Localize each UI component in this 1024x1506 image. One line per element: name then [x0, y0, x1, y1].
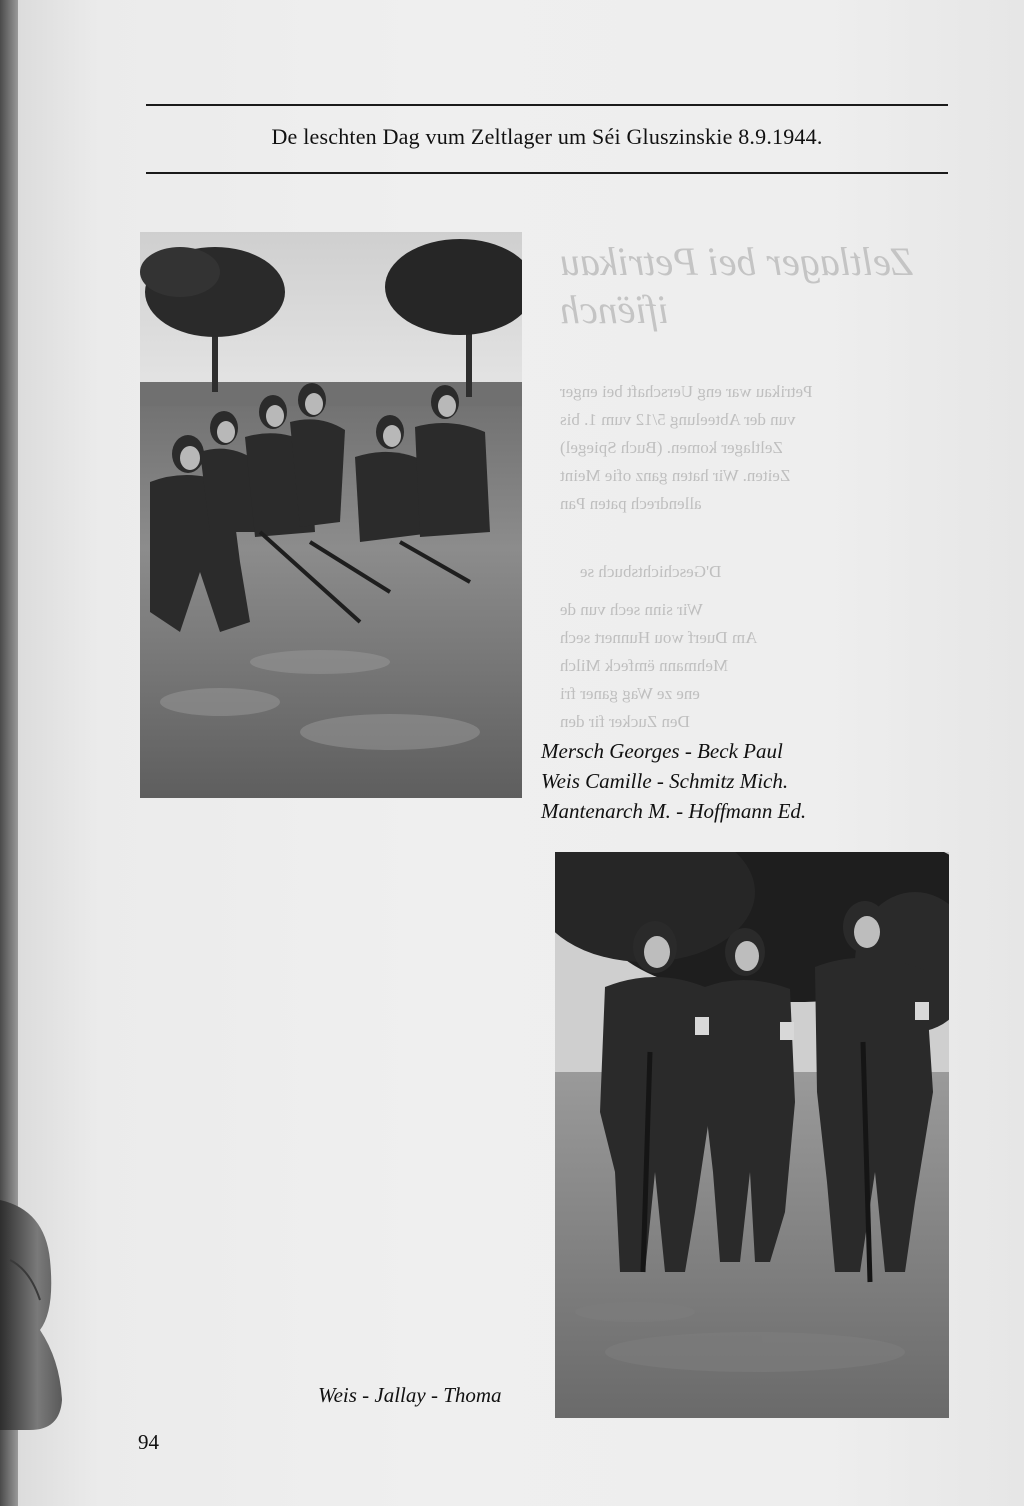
- bleed-through-title: Zeltlager bei Petrikau: [560, 239, 914, 284]
- bleed-through-text: Mehmann ëmfeck Milch: [560, 656, 729, 675]
- bleed-through-subtitle: ifiënch: [560, 287, 669, 332]
- bleed-through-text: Zeltlager komen. (Buch Spiegel): [560, 438, 783, 457]
- group-photo-seated: [140, 232, 522, 798]
- heading-bottom-rule: [146, 172, 948, 174]
- bleed-through-text: Am Duerf wou Hunnert sech: [560, 628, 758, 647]
- bleed-through-text: vun der Abteelung 5/12 vum 1. bis: [560, 410, 796, 429]
- caption-line: Mantenarch M. - Hoffmann Ed.: [541, 799, 807, 823]
- page-heading: De leschten Dag vum Zeltlager um Séi Gluszinskie 8.9.1944.: [271, 124, 823, 149]
- bleed-through-text: ene ze Wag ganer fri: [560, 684, 700, 703]
- photo2-caption: Weis - Jallay - Thoma: [318, 1383, 502, 1407]
- top-rule: [146, 104, 948, 106]
- caption-line: Mersch Georges - Beck Paul: [541, 739, 783, 763]
- finger-thumb: [0, 1200, 70, 1430]
- bleed-through-text: Petrikau war eng Uerschaft bei enger: [560, 382, 813, 401]
- page-number: 94: [138, 1430, 159, 1454]
- bleed-through-text: Den Zucker fir den: [560, 712, 690, 731]
- bleed-through-text: Wir sinn sech vun de: [560, 600, 703, 619]
- group-photo-standing: [555, 852, 949, 1418]
- photo1-caption: [541, 736, 806, 826]
- bleed-through-text: allendrech paten Pan: [560, 494, 702, 513]
- caption-line: Weis Camille - Schmitz Mich.: [541, 769, 789, 793]
- bleed-through-text: D'Geschichtsbuch se: [580, 562, 722, 581]
- bleed-through-text: Zeiten. Wir haten ganz ofie Meint: [560, 466, 791, 485]
